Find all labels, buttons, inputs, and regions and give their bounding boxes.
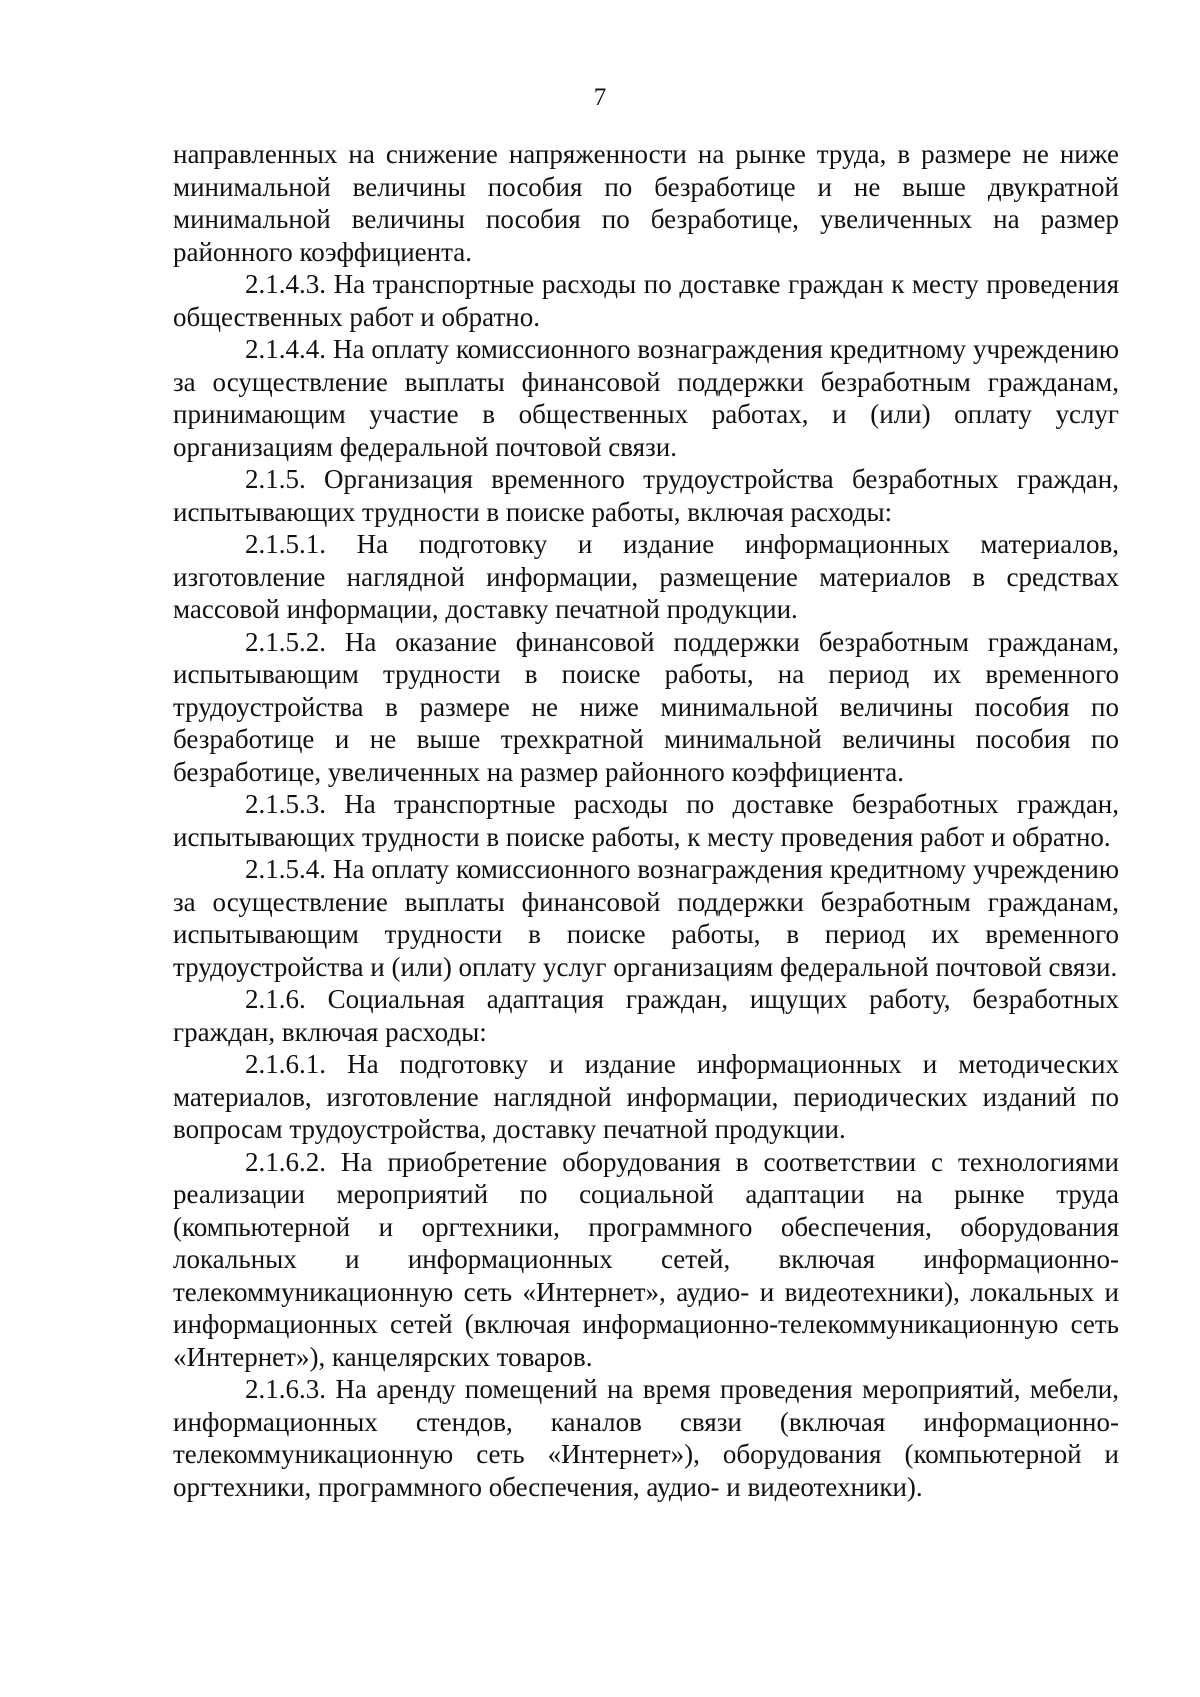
- paragraph-2-1-6-2: 2.1.6.2. На приобретение оборудования в соответствии с технологиями реализации мероприятий по социальной адаптации на рынке труда (компьютерной и оргтехники, программного обеспечения, оборудования локальных и информационных сетей, включая информационно-телекоммуникационную сеть «Интернет», аудио- и видеотехники), локальных и информационных сетей (включая информационно-телекоммуникационную сеть «Интернет»), канцелярских товаров.: [173, 1146, 1119, 1372]
- paragraph-2-1-5-2: 2.1.5.2. На оказание финансовой поддержки безработным гражданам, испытывающим трудности в поиске работы, на период их временного трудоустройства в размере не ниже минимальной величины пособия по безработице и не выше трехкратной минимальной величины пособия по безработице, увеличенных на размер районного коэффициента.: [173, 626, 1119, 787]
- paragraph-2-1-6: 2.1.6. Социальная адаптация граждан, ищущих работу, безработных граждан, включая расходы:: [173, 984, 1119, 1047]
- page-number: 7: [593, 84, 607, 111]
- paragraph-2-1-5: 2.1.5. Организация временного трудоустройства безработных граждан, испытывающих трудности в поиске работы, включая расходы:: [173, 464, 1119, 527]
- document-body: [173, 138, 1119, 1503]
- paragraph-2-1-6-1: 2.1.6.1. На подготовку и издание информационных и методических материалов, изготовление наглядной информации, периодических изданий по вопросам трудоустройства, доставку печатной продукции.: [173, 1049, 1119, 1144]
- paragraph-2-1-5-1: 2.1.5.1. На подготовку и издание информационных материалов, изготовление наглядной информации, размещение материалов в средствах массовой информации, доставку печатной продукции.: [173, 529, 1119, 624]
- paragraph-2-1-4-4: 2.1.4.4. На оплату комиссионного вознаграждения кредитному учреждению за осуществление выплаты финансовой поддержки безработным гражданам, принимающим участие в общественных работах, и (или) оплату услуг организациям федеральной почтовой связи.: [173, 334, 1119, 462]
- paragraph-continuation: направленных на снижение напряженности на рынке труда, в размере не ниже минимальной величины пособия по безработице и не выше двукратной минимальной величины пособия по безработице, увеличенных на размер районного коэффициента.: [173, 139, 1119, 267]
- paragraph-2-1-6-3: 2.1.6.3. На аренду помещений на время проведения мероприятий, мебели, информационных стендов, каналов связи (включая информационно-телекоммуникационную сеть «Интернет»), оборудования (компьютерной и оргтехники, программного обеспечения, аудио- и видеотехники).: [173, 1374, 1119, 1502]
- paragraph-2-1-5-4: 2.1.5.4. На оплату комиссионного вознаграждения кредитному учреждению за осуществление выплаты финансовой поддержки безработным гражданам, испытывающим трудности в поиске работы, в период их временного трудоустройства и (или) оплату услуг организациям федеральной почтовой связи.: [173, 854, 1119, 982]
- paragraph-2-1-4-3: 2.1.4.3. На транспортные расходы по доставке граждан к месту проведения общественных работ и обратно.: [173, 269, 1119, 332]
- paragraph-2-1-5-3: 2.1.5.3. На транспортные расходы по доставке безработных граждан, испытывающих трудности в поиске работы, к месту проведения работ и обратно.: [173, 789, 1119, 852]
